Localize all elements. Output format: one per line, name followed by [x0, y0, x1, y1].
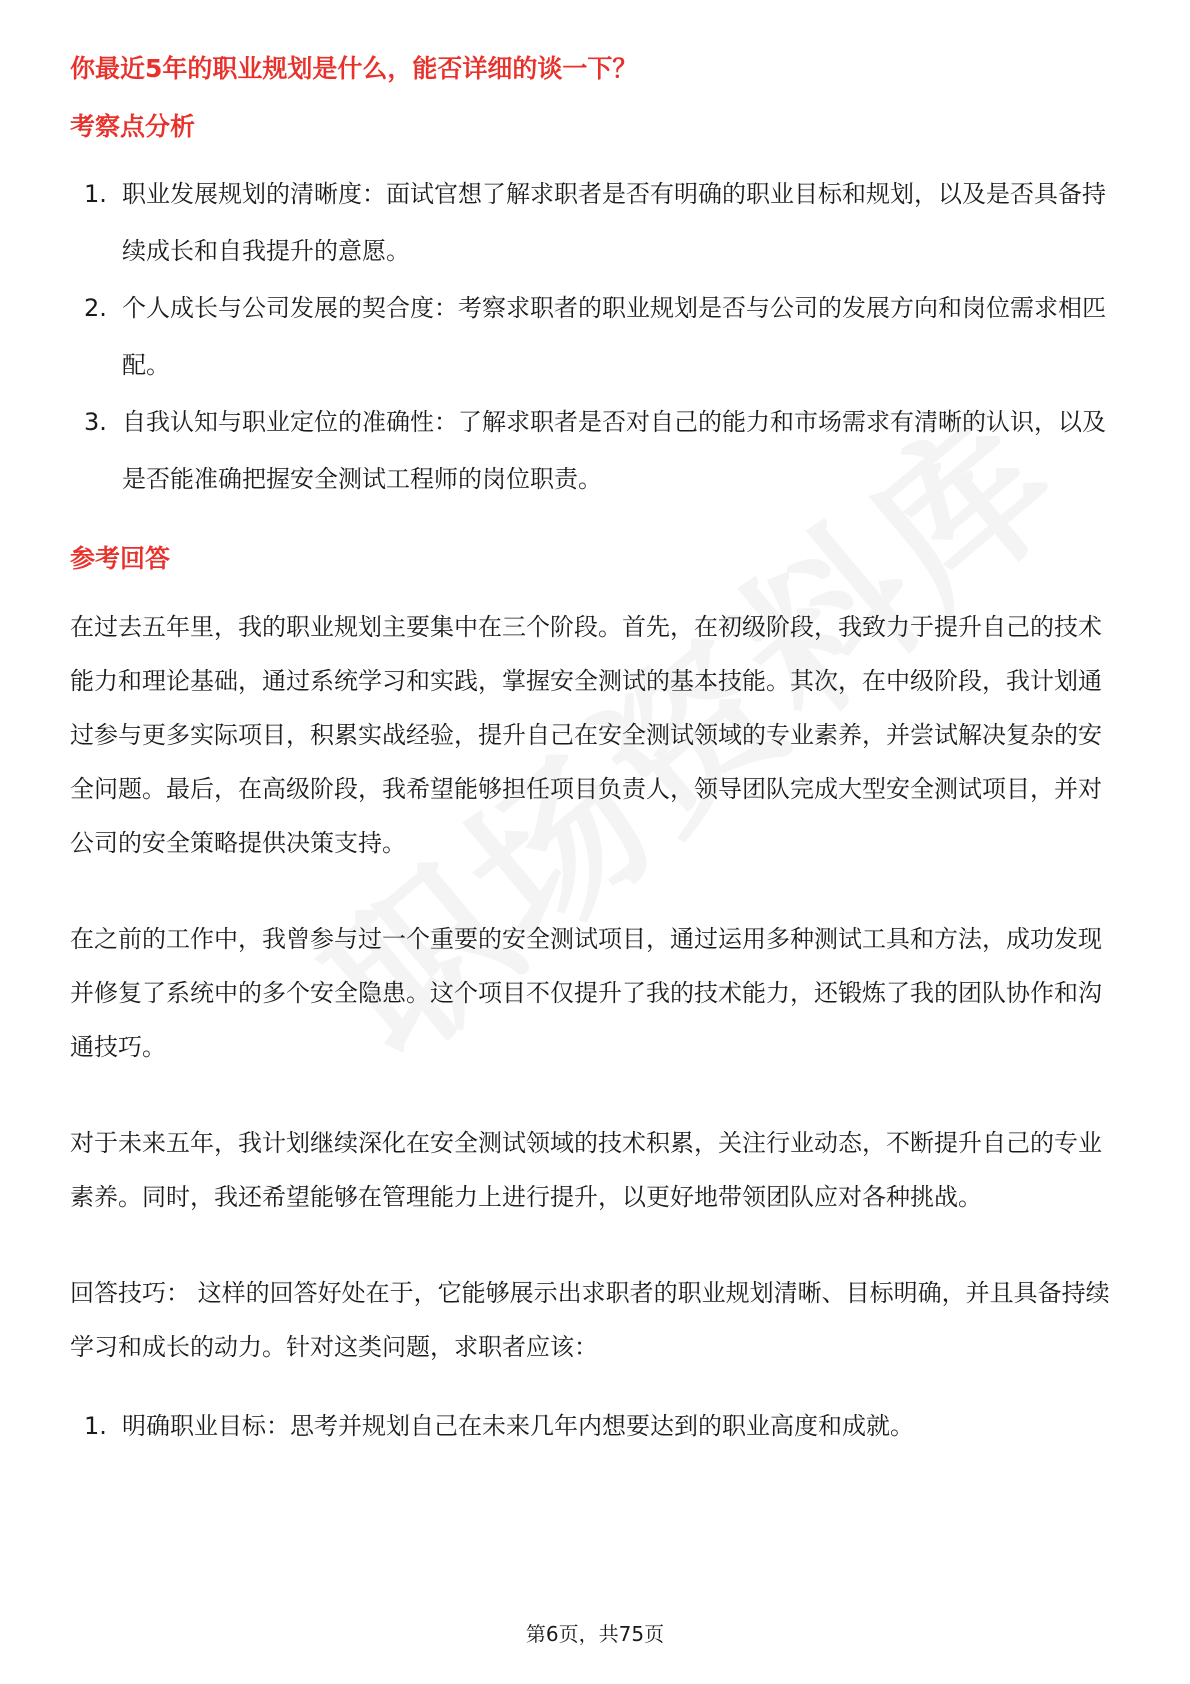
- list-number: 1.: [84, 180, 107, 208]
- list-number: 1.: [84, 1412, 107, 1440]
- answer-paragraph: 在过去五年里，我的职业规划主要集中在三个阶段。首先，在初级阶段，我致力于提升自己的技术能力和理论基础，通过系统学习和实践，掌握安全测试的基本技能。其次，在中级阶段，我计划通过参与更多实际项目，积累实战经验，提升自己在安全测试领域的专业素养，并尝试解决复杂的安全问题。最后，在高级阶段，我希望能够担任项目负责人，领导团队完成大型安全测试项目，并对公司的安全策略提供决策支持。: [70, 613, 1102, 857]
- list-text: 职业发展规划的清晰度：面试官想了解求职者是否有明确的职业目标和规划，以及是否具备持续成长和自我提升的意愿。: [122, 180, 1106, 265]
- list-text: 自我认知与职业定位的准确性：了解求职者是否对自己的能力和市场需求有清晰的认识，以及是否能准确把握安全测试工程师的岗位职责。: [122, 408, 1106, 493]
- list-item: [70, 394, 1120, 508]
- content: [70, 52, 1120, 1455]
- question-title: 你最近5年的职业规划是什么，能否详细的谈一下？: [70, 54, 638, 83]
- list-text: 个人成长与公司发展的契合度：考察求职者的职业规划是否与公司的发展方向和岗位需求相匹配。: [122, 294, 1106, 379]
- answer-tips: 回答技巧： 这样的回答好处在于，它能够展示出求职者的职业规划清晰、目标明确，并且具备持续学习和成长的动力。针对这类问题，求职者应该：: [70, 1279, 1110, 1361]
- list-number: 2.: [84, 294, 107, 322]
- list-item: [70, 1398, 1120, 1455]
- answer-paragraph: 在之前的工作中，我曾参与过一个重要的安全测试项目，通过运用多种测试工具和方法，成功发现并修复了系统中的多个安全隐患。这个项目不仅提升了我的技术能力，还锻炼了我的团队协作和沟通技巧。: [70, 925, 1102, 1061]
- tips-list: [70, 1398, 1120, 1455]
- answer-paragraph: 对于未来五年，我计划继续深化在安全测试领域的技术积累，关注行业动态，不断提升自己的专业素养。同时，我还希望能够在管理能力上进行提升，以更好地带领团队应对各种挑战。: [70, 1129, 1102, 1211]
- list-number: 3.: [84, 408, 107, 436]
- list-item: [70, 166, 1120, 280]
- analysis-list: [70, 166, 1120, 508]
- list-item: [70, 280, 1120, 394]
- analysis-heading: 考察点分析: [70, 112, 196, 141]
- page-footer: 第6页，共75页: [525, 1622, 665, 1646]
- reference-heading: 参考回答: [70, 544, 171, 573]
- list-text: 明确职业目标：思考并规划自己在未来几年内想要达到的职业高度和成就。: [122, 1412, 914, 1440]
